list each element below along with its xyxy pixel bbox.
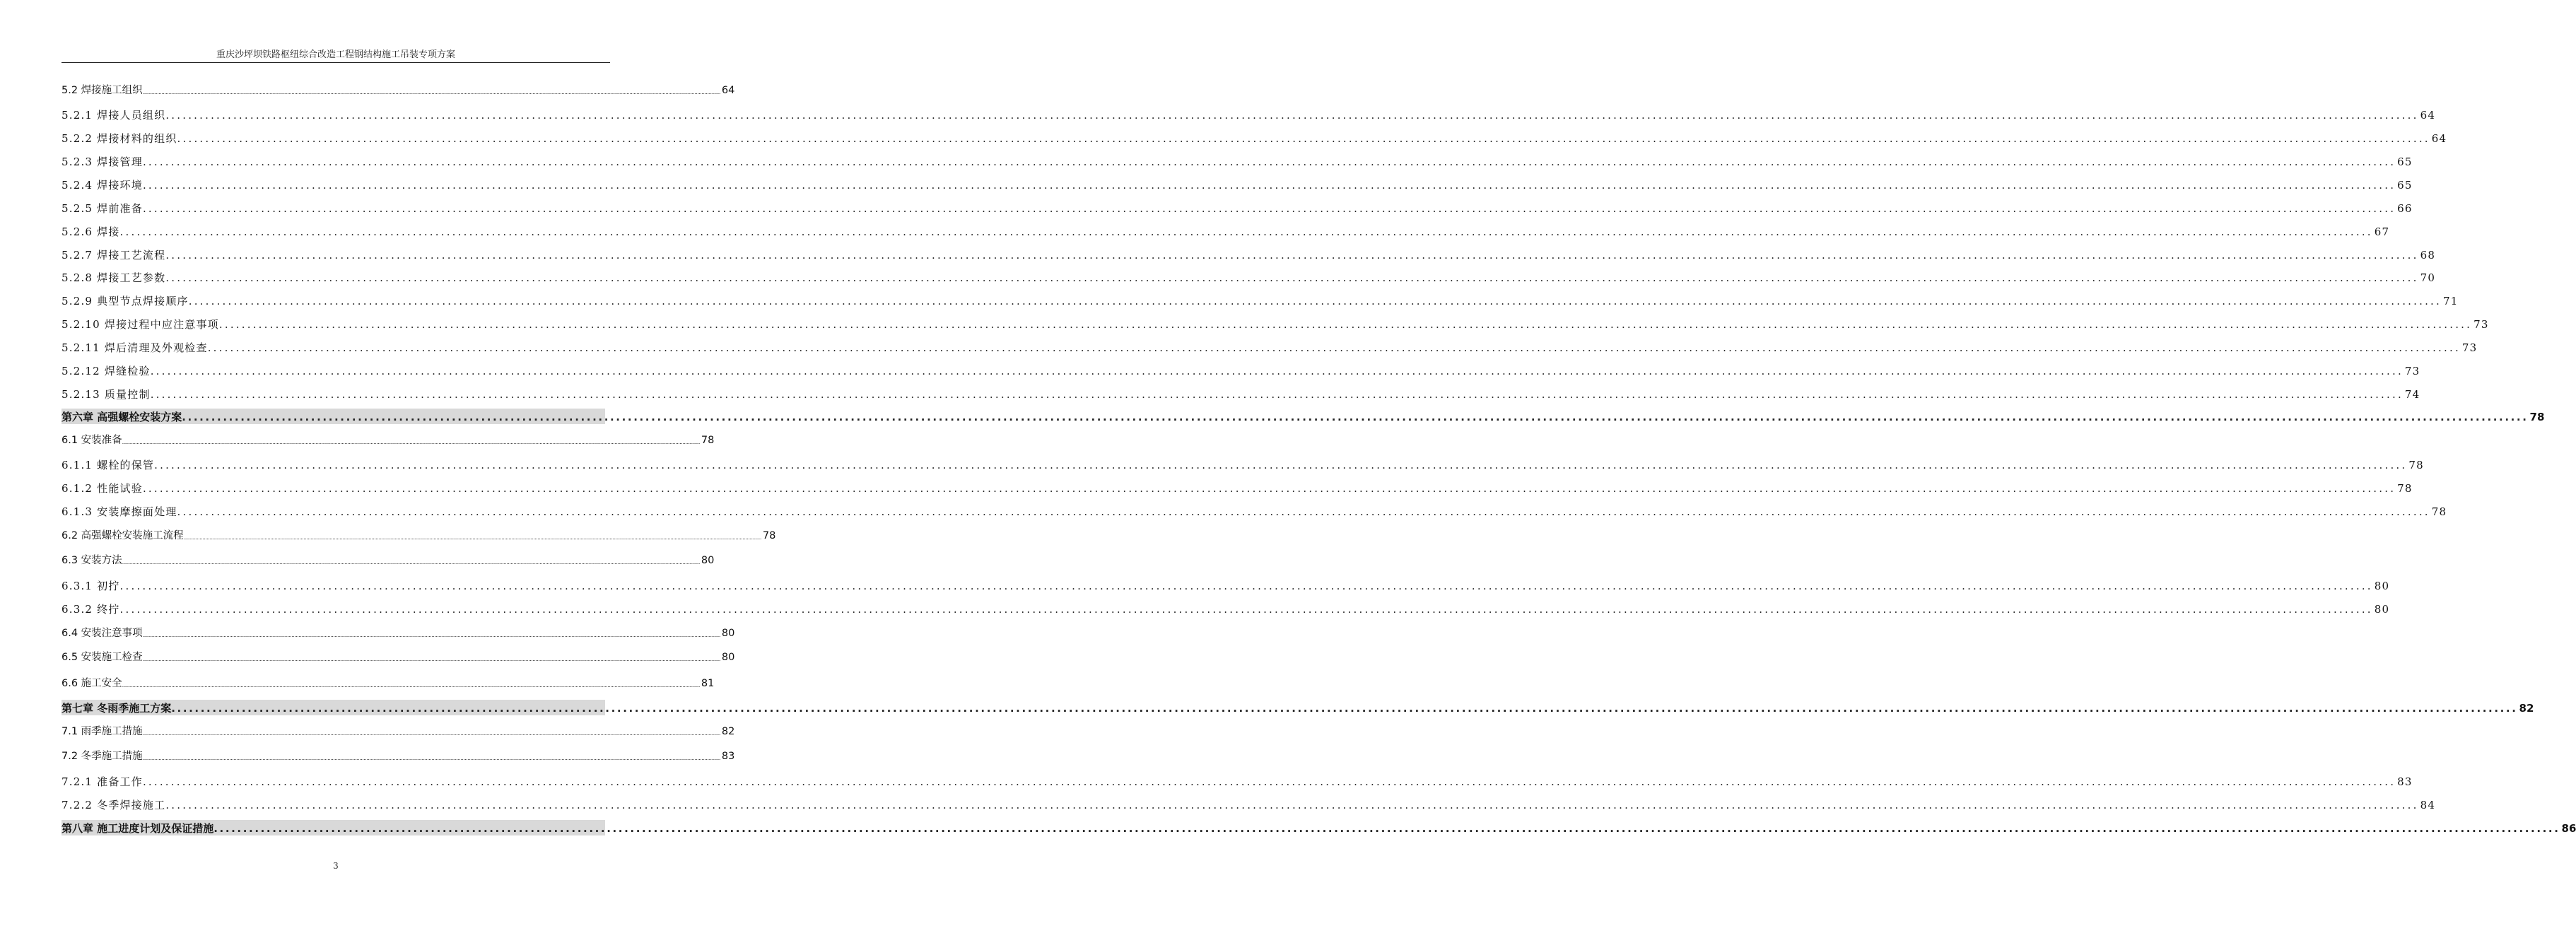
toc-leader-dots: ................................................................................................................................................................................................................................................................................................................................................................................................................: [218, 318, 2473, 331]
toc-entry-label: 6.3.2 终拧: [62, 603, 120, 616]
toc-entry[interactable]: [62, 247, 2436, 262]
toc-entry-label: 5.2.10 焊接过程中应注意事项: [62, 318, 219, 331]
toc-leader-dots: ................................................................................................................................................................................................................................................................................................................................................................................................................: [165, 271, 2419, 284]
toc-entry[interactable]: [62, 200, 2413, 216]
toc-leader-dots: ................................................................................................................................................................................................................................................................................................................................................................................................................: [119, 603, 2373, 616]
toc-entry-label: 5.2.12 焊缝检验: [62, 365, 151, 377]
toc-entry[interactable]: [62, 432, 715, 447]
toc-entry-label: 第六章 高强螺栓安装方案: [62, 411, 182, 423]
toc-entry-label: 6.3.1 初拧: [62, 580, 120, 592]
toc-entry[interactable]: [62, 773, 2413, 789]
toc-chapter-entry[interactable]: [62, 700, 2534, 715]
toc-entry-label: 5.2.11 焊后清理及外观检查: [62, 341, 208, 354]
toc-entry-label: 5.2.2 焊接材料的组织: [62, 132, 177, 145]
toc-entry[interactable]: [62, 339, 2478, 355]
toc-leader-dots: ................................................................................................................................................................................................................................................................................................................................................................................................................: [150, 388, 2404, 401]
toc-leader-dots: ................................................................................................................................................................................................................................................................................................................................................................................................................: [165, 249, 2419, 262]
toc-entry-page: 71: [2442, 295, 2459, 307]
toc-entry-page: 78: [701, 435, 715, 446]
page-footer: [0, 861, 672, 871]
toc-entry[interactable]: [62, 293, 2459, 308]
toc-entry-label: 5.2.13 质量控制: [62, 388, 151, 401]
toc-entry-page: 64: [721, 85, 735, 96]
toc-leader-dots: ................................................................................................................................................................................................................................................................................................................................................................................................................: [177, 132, 2430, 145]
toc-leader-dots: ................................................................................................................................................................................................................................................................................................................................................................................................................: [182, 411, 2529, 423]
toc-entry-label: 5.2.5 焊前准备: [62, 202, 143, 215]
toc-leader-dots: ................................................................................................................................................................................................................................................................................................................................................................................................................: [171, 702, 2518, 715]
toc-entry-page: 78: [2408, 459, 2424, 471]
toc-entry-page: 80: [721, 652, 735, 663]
toc-leader-dots: ................................................................................................................................................................................................................................................................................................................................................................................................................: [142, 730, 720, 737]
toc-entry-label: 7.2 冬季施工措施: [62, 751, 143, 762]
toc-entry-page: 80: [701, 555, 715, 566]
toc-entry[interactable]: [62, 130, 2447, 146]
toc-entry-label: 6.2 高强螺栓安装施工流程: [62, 530, 184, 541]
toc-entry-label: 6.1.2 性能试验: [62, 482, 143, 495]
toc-entry-label: 7.2.1 准备工作: [62, 775, 143, 788]
toc-entry-label: 7.2.2 冬季焊接施工: [62, 799, 166, 811]
toc-entry-label: 6.3 安装方法: [62, 555, 122, 566]
toc-entry-page: 80: [2374, 580, 2390, 592]
toc-entry[interactable]: [62, 625, 735, 640]
toc-leader-dots: ................................................................................................................................................................................................................................................................................................................................................................................................................: [122, 682, 700, 688]
toc-leader-dots: ................................................................................................................................................................................................................................................................................................................................................................................................................: [165, 799, 2419, 811]
toc-leader-dots: ................................................................................................................................................................................................................................................................................................................................................................................................................: [177, 505, 2430, 518]
toc-entry-page: 81: [701, 678, 715, 689]
toc-leader-dots: ................................................................................................................................................................................................................................................................................................................................................................................................................: [122, 559, 700, 565]
toc-entry[interactable]: [62, 577, 2390, 593]
toc-entry-page: 70: [2420, 271, 2436, 284]
toc-entry[interactable]: [62, 675, 715, 691]
toc-entry[interactable]: [62, 82, 735, 98]
toc-entry[interactable]: [62, 223, 2390, 239]
toc-entry-page: 80: [721, 628, 735, 639]
toc-entry-page: 78: [762, 530, 776, 541]
toc-entry-page: 80: [2374, 603, 2390, 616]
toc-entry[interactable]: [62, 503, 2447, 519]
toc-entry-label: 5.2.1 焊接人员组织: [62, 109, 166, 122]
toc-entry-label: 7.1 雨季施工措施: [62, 726, 143, 737]
toc-entry[interactable]: [62, 386, 2420, 401]
toc-entry-label: 5.2.4 焊接环境: [62, 179, 143, 192]
toc-entry[interactable]: [62, 723, 735, 739]
running-header-title: 重庆沙坪坝铁路枢纽综合改造工程钢结构施工吊装专项方案: [216, 49, 455, 60]
toc-entry-label: 6.1 安装准备: [62, 435, 122, 446]
toc-leader-dots: ................................................................................................................................................................................................................................................................................................................................................................................................................: [119, 580, 2373, 592]
toc-leader-dots: ................................................................................................................................................................................................................................................................................................................................................................................................................: [142, 755, 720, 761]
toc-entry[interactable]: [62, 107, 2436, 122]
toc-entry-page: 82: [2519, 702, 2534, 715]
toc-leader-dots: ................................................................................................................................................................................................................................................................................................................................................................................................................: [142, 156, 2396, 168]
toc-entry[interactable]: [62, 480, 2413, 495]
toc-entry[interactable]: [62, 269, 2436, 285]
toc-entry-page: 82: [721, 726, 735, 737]
toc-entry-page: 73: [2461, 341, 2478, 354]
toc-entry[interactable]: [62, 797, 2436, 812]
toc-leader-dots: ................................................................................................................................................................................................................................................................................................................................................................................................................: [188, 295, 2442, 307]
toc-entry-page: 74: [2404, 388, 2420, 401]
toc-entry-label: 5.2.3 焊接管理: [62, 156, 143, 168]
toc-entry-page: 83: [721, 751, 735, 762]
toc-entry-page: 65: [2397, 179, 2413, 192]
toc-entry[interactable]: [62, 153, 2413, 169]
toc-entry-label: 6.5 安装施工检查: [62, 652, 143, 663]
toc-leader-dots: ................................................................................................................................................................................................................................................................................................................................................................................................................: [142, 482, 2396, 495]
toc-entry-page: 78: [2529, 411, 2545, 423]
toc-leader-dots: ................................................................................................................................................................................................................................................................................................................................................................................................................: [165, 109, 2419, 122]
toc-entry-page: 66: [2397, 202, 2413, 215]
toc-entry[interactable]: [62, 748, 735, 763]
toc-entry-label: 6.6 施工安全: [62, 678, 122, 689]
toc-entry-label: 6.1.3 安装摩擦面处理: [62, 505, 177, 518]
toc-entry-label: 5.2.9 典型节点焊接顺序: [62, 295, 189, 307]
page-number: 3: [333, 861, 339, 871]
toc-entry[interactable]: [62, 601, 2390, 616]
toc-entry-page: 73: [2473, 318, 2489, 331]
toc-entry-page: 64: [2431, 132, 2447, 145]
running-header: [62, 49, 610, 63]
toc-entry-page: 65: [2397, 156, 2413, 168]
toc-entry-page: 64: [2420, 109, 2436, 122]
toc-leader-dots: ................................................................................................................................................................................................................................................................................................................................................................................................................: [142, 202, 2396, 215]
toc-leader-dots: ................................................................................................................................................................................................................................................................................................................................................................................................................: [207, 341, 2461, 354]
toc-entry-page: 78: [2431, 505, 2447, 518]
toc-leader-dots: ................................................................................................................................................................................................................................................................................................................................................................................................................: [119, 225, 2373, 238]
toc-leader-dots: ................................................................................................................................................................................................................................................................................................................................................................................................................: [142, 632, 720, 638]
toc-entry-page: 68: [2420, 249, 2436, 262]
toc-entry-page: 86: [2561, 822, 2576, 835]
toc-entry-page: 73: [2404, 365, 2420, 377]
toc-entry-label: 5.2 焊接施工组织: [62, 85, 143, 96]
toc-entry-label: 6.4 安装注意事项: [62, 628, 143, 639]
toc-leader-dots: ................................................................................................................................................................................................................................................................................................................................................................................................................: [122, 439, 700, 445]
toc-leader-dots: ................................................................................................................................................................................................................................................................................................................................................................................................................: [213, 822, 2560, 835]
toc-chapter-entry[interactable]: [62, 409, 2545, 424]
toc-entry[interactable]: [62, 649, 735, 664]
toc-entry[interactable]: [62, 363, 2420, 378]
toc-entry-page: 83: [2397, 775, 2413, 788]
toc-entry-page: 67: [2374, 225, 2390, 238]
toc-entry-label: 第七章 冬雨季施工方案: [62, 702, 172, 715]
toc-entry[interactable]: [62, 457, 2424, 472]
toc-leader-dots: ................................................................................................................................................................................................................................................................................................................................................................................................................: [154, 459, 2408, 471]
toc-entry-label: 5.2.8 焊接工艺参数: [62, 271, 166, 284]
toc-entry-label: 第八章 施工进度计划及保证措施: [62, 822, 214, 835]
toc-leader-dots: ................................................................................................................................................................................................................................................................................................................................................................................................................: [142, 656, 720, 662]
toc-entry-page: 84: [2420, 799, 2436, 811]
toc-entry-page: 78: [2397, 482, 2413, 495]
toc-leader-dots: ................................................................................................................................................................................................................................................................................................................................................................................................................: [142, 179, 2396, 192]
toc-leader-dots: ................................................................................................................................................................................................................................................................................................................................................................................................................: [150, 365, 2404, 377]
toc-leader-dots: ................................................................................................................................................................................................................................................................................................................................................................................................................: [183, 534, 761, 541]
toc-entry-label: 6.1.1 螺栓的保管: [62, 459, 155, 471]
toc-leader-dots: ................................................................................................................................................................................................................................................................................................................................................................................................................: [142, 775, 2396, 788]
toc-entry[interactable]: [62, 527, 776, 543]
toc-leader-dots: ................................................................................................................................................................................................................................................................................................................................................................................................................: [142, 89, 720, 95]
toc-chapter-entry[interactable]: [62, 820, 2576, 835]
toc-entry[interactable]: [62, 316, 2489, 332]
toc-entry[interactable]: [62, 552, 715, 568]
toc-entry-label: 5.2.6 焊接: [62, 225, 120, 238]
toc-entry-label: 5.2.7 焊接工艺流程: [62, 249, 166, 262]
toc-entry[interactable]: [62, 177, 2413, 192]
